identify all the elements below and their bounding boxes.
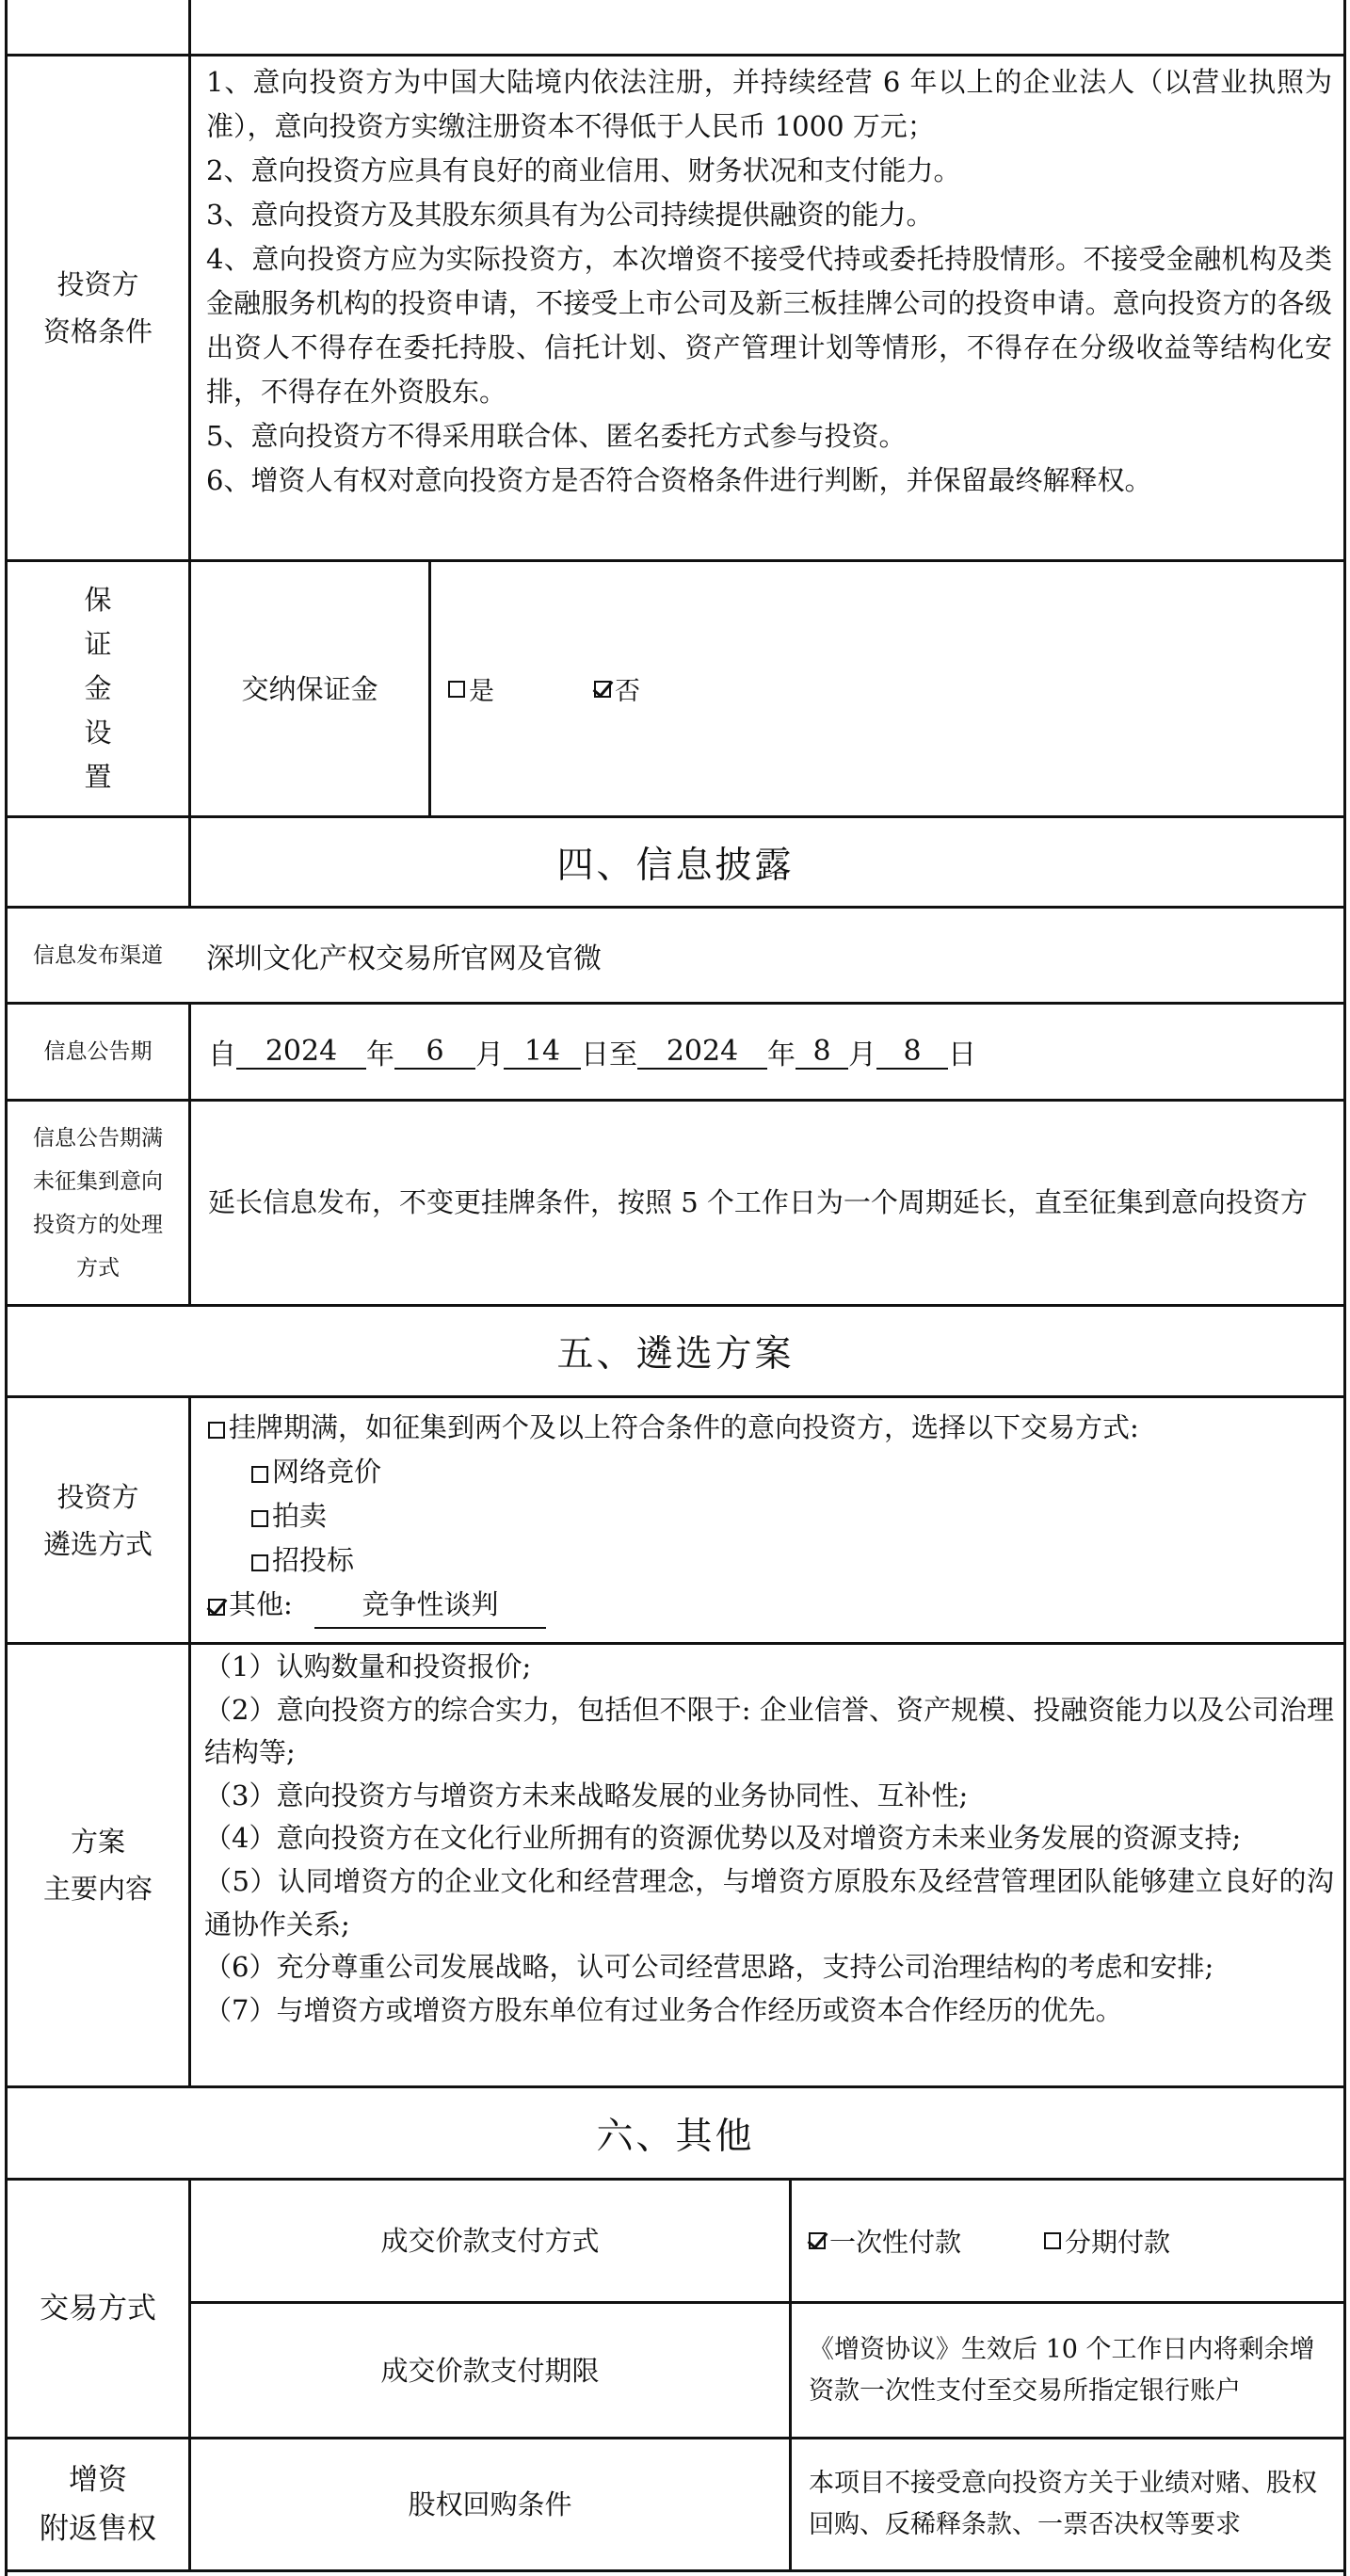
checkbox-icon[interactable]: [1044, 2232, 1061, 2249]
method-content: [191, 1398, 1343, 1642]
expire-label: [8, 1102, 188, 1304]
payment-deadline-label: 成交价款支付期限: [380, 2354, 600, 2387]
payment-method-label: 成交价款支付方式: [380, 2225, 600, 2257]
plan-item-7: （7）与增资方或增资方股东单位有过业务合作经历或资本合作经历的优先。: [204, 1993, 1123, 2026]
info-period-value: [191, 1005, 1343, 1099]
qualification-item-5: 5、意向投资方不得采用联合体、匿名委托方式参与投资。: [206, 420, 907, 452]
expire-label-line1: 信息公告期满: [33, 1125, 163, 1151]
payment-deadline-text: 《增资协议》生效后 10 个工作日内将剩余增资款一次性支付至交易所指定银行账户: [809, 2334, 1315, 2406]
plan-label-line2: 主要内容: [42, 1873, 153, 1905]
payment-deadline-value: [792, 2304, 1343, 2437]
expire-label-line4: 方式: [76, 1255, 120, 1280]
section-5-title: 五、遴选方案: [556, 1333, 795, 1376]
plan-label: [8, 1645, 188, 2085]
checkbox-icon[interactable]: [251, 1510, 268, 1527]
deposit-label-char-3: 金: [84, 672, 112, 704]
plan-item-1: （1）认购数量和投资报价;: [204, 1650, 532, 1682]
expire-label-line3: 投资方的处理: [33, 1212, 163, 1237]
checkbox-icon[interactable]: [448, 681, 465, 698]
deposit-label-char-4: 设: [84, 716, 112, 749]
payment-option-installment-label: 分期付款: [1065, 2227, 1171, 2258]
plan-label-line1: 方案: [70, 1826, 125, 1858]
payment-option-installment[interactable]: [1044, 2222, 1170, 2260]
period-year-word-1: 年: [366, 1038, 394, 1071]
deposit-option-no[interactable]: [594, 670, 640, 707]
period-month-word-1: 月: [475, 1038, 504, 1071]
qualification-item-4: 4、意向投资方应为实际投资方，本次增资不接受代持或委托持股情形。不接受金融机构及类金融服务机构的投资申请，不接受上市公司及新三板挂牌公司的投资申请。意向投资方的各级出资人不得存在委托持股、信托计划、资产管理计划等情形，不得存在分级收益等结构化安排，不得存在外资股东。: [206, 243, 1332, 408]
qualification-item-6: 6、增资人有权对意向投资方是否符合资格条件进行判断，并保留最终解释权。: [206, 464, 1152, 496]
period-to-year: 2024: [637, 1035, 767, 1070]
period-from-day: 14: [504, 1035, 581, 1070]
method-option-2[interactable]: [208, 1494, 1334, 1538]
section-6-title: 六、其他: [596, 2115, 755, 2158]
trade-label: 交易方式: [40, 2292, 156, 2326]
buyback-value-text: 本项目不接受意向投资方关于业绩对赌、股权回购、反稀释条款、一票否决权等要求: [809, 2469, 1317, 2539]
method-option-3-label: 招投标: [272, 1544, 355, 1576]
putback-label-line1: 增资: [69, 2463, 127, 2497]
payment-option-once[interactable]: [809, 2222, 961, 2260]
putback-label: [8, 2439, 188, 2569]
period-from-word: 自: [208, 1038, 236, 1071]
qualification-item-1: 1、意向投资方为中国大陆境内依法注册，并持续经营 6 年以上的企业法人（以营业执照为准），意向投资方实缴注册资本不得低于人民币 1000 万元；: [206, 66, 1332, 142]
period-month-word-2: 月: [848, 1038, 876, 1071]
qualification-label: [8, 56, 188, 559]
deposit-option-yes-label: 是: [469, 677, 494, 706]
deposit-option-no-label: 否: [615, 677, 640, 706]
method-option-1[interactable]: [208, 1450, 1334, 1494]
plan-content: [191, 1645, 1343, 2085]
payment-method-options: [792, 2181, 1343, 2301]
deposit-label-char-1: 保: [84, 584, 112, 616]
payment-option-once-label: 一次性付款: [829, 2227, 962, 2258]
info-channel-value: 深圳文化产权交易所官网及官微: [206, 942, 602, 975]
checkbox-icon[interactable]: [251, 1554, 268, 1571]
period-day-word: 日: [948, 1038, 976, 1071]
plan-item-3: （3）意向投资方与增资方未来战略发展的业务协同性、互补性;: [204, 1779, 969, 1811]
period-from-year: 2024: [236, 1035, 366, 1070]
info-period-label: 信息公告期: [43, 1039, 153, 1064]
qualification-label-line1: 投资方: [56, 268, 139, 300]
qualification-item-2: 2、意向投资方应具有良好的商业信用、财务状况和支付能力。: [206, 154, 961, 186]
section-4-title: 四、信息披露: [556, 844, 795, 887]
period-to-month: 8: [796, 1035, 848, 1070]
method-label-line1: 投资方: [56, 1480, 139, 1513]
method-label: [8, 1398, 188, 1642]
checkbox-icon[interactable]: [251, 1466, 268, 1483]
qualification-content: [191, 56, 1343, 559]
deposit-options: [431, 562, 1343, 815]
plan-item-4: （4）意向投资方在文化行业所拥有的资源优势以及对增资方未来业务发展的资源支持;: [204, 1822, 1242, 1855]
plan-item-6: （6）充分尊重公司发展战略，认可公司经营思路，支持公司治理结构的考虑和安排;: [204, 1951, 1214, 1984]
method-other-value: 竞争性谈判: [314, 1583, 546, 1629]
checkbox-checked-icon[interactable]: [809, 2232, 826, 2249]
expire-label-line2: 未征集到意向: [33, 1168, 163, 1194]
checkbox-checked-icon[interactable]: [208, 1599, 225, 1616]
method-option-2-label: 拍卖: [272, 1500, 328, 1532]
method-option-3[interactable]: [208, 1538, 1334, 1583]
period-to-day: 8: [876, 1035, 948, 1070]
deposit-label: [8, 562, 188, 815]
checkbox-icon[interactable]: [208, 1422, 225, 1439]
method-option-other[interactable]: [208, 1583, 1334, 1629]
qualification-item-3: 3、意向投资方及其股东须具有为公司持续提供融资的能力。: [206, 199, 934, 231]
qualification-label-line2: 资格条件: [42, 315, 153, 347]
putback-label-line2: 附返售权: [40, 2512, 156, 2546]
expire-value-text: 延长信息发布，不变更挂牌条件，按照 5 个工作日为一个周期延长，直至征集到意向投资方: [208, 1186, 1308, 1218]
deposit-label-char-2: 证: [84, 628, 112, 660]
buyback-value: [792, 2439, 1343, 2569]
deposit-label-char-5: 置: [84, 761, 112, 793]
deposit-field-label: 交纳保证金: [241, 672, 378, 705]
expire-value: [191, 1102, 1343, 1304]
checkbox-checked-icon[interactable]: [594, 681, 611, 698]
plan-item-2: （2）意向投资方的综合实力，包括但不限于: 企业信誉、资产规模、投融资能力以及公司治理结构等;: [204, 1693, 1334, 1769]
method-label-line2: 遴选方式: [42, 1527, 153, 1560]
period-to-word: 日至: [581, 1038, 637, 1071]
method-other-label: 其他:: [229, 1588, 293, 1620]
method-intro: [208, 1406, 1334, 1450]
period-year-word-2: 年: [767, 1038, 796, 1071]
method-intro-text: 挂牌期满，如征集到两个及以上符合条件的意向投资方，选择以下交易方式:: [229, 1411, 1139, 1443]
period-from-month: 6: [394, 1035, 475, 1070]
method-option-1-label: 网络竞价: [272, 1456, 382, 1488]
deposit-option-yes[interactable]: [448, 670, 494, 707]
buyback-label: 股权回购条件: [408, 2488, 572, 2520]
info-channel-label: 信息发布渠道: [33, 942, 163, 968]
plan-item-5: （5）认同增资方的企业文化和经营理念，与增资方原股东及经营管理团队能够建立良好的沟通协作关系;: [204, 1864, 1334, 1940]
